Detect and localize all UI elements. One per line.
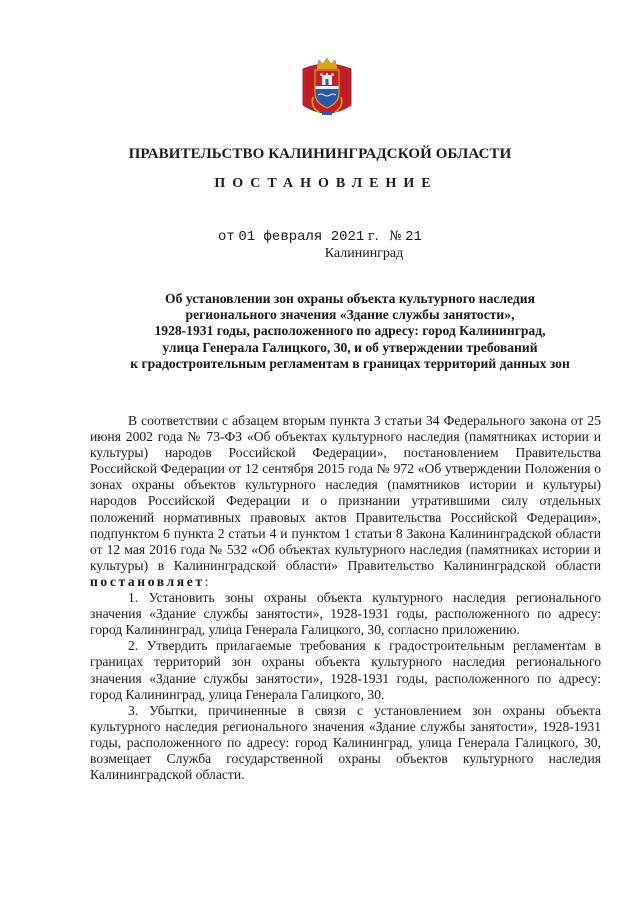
issuing-city: Калининград [324,246,404,261]
preamble-text: В соответствии с абзацем вторым пункта 3 статьи 34 Федерального закона от 25 июня 2002 года № 73-ФЗ «Об объектах культурного наследия (памятниках истории и культуры) народов Российской Федерации», постановлением Правительства Российской Федерации от 12 сентября 2015 года № 972 «Об утверждении Положения о зонах охраны объектов культурного наследия (памятников истории и культуры) народов Российской Федерации и о признании утратившими силу отдельных положений нормативных правовых актов Правительства Российской Федерации», подпунктом 6 пункта 2 статьи 4 и пунктом 1 статьи 8 Закона Калининградской области от 12 мая 2016 года № 532 «Об объектах культурного наследия (памятниках истории и культуры) в Калининградской области» Правительство Калининградской области [90,413,601,573]
decree-body [90,413,601,783]
title-line: Об установлении зон охраны объекта культурного наследия [165,291,535,306]
decree-date: 01 февраля 2021 [238,229,365,245]
kaliningrad-coat-of-arms-icon [300,55,354,121]
number-sign: № [389,229,402,244]
preamble-paragraph [90,413,601,590]
date-from-label: от [218,229,235,245]
resolves-word: постановляет [90,573,205,589]
issuing-authority: ПРАВИТЕЛЬСТВО КАЛИНИНГРАДСКОЙ ОБЛАСТИ [128,146,512,162]
title-line: 1928-1931 годы, расположенного по адресу: город Калининград, [154,323,546,339]
title-line: улица Генерала Галицкого, 30, и об утверждении требований [162,339,538,355]
decree-dateline [218,229,422,245]
decree-type-heading: ПОСТАНОВЛЕНИЕ [214,176,438,191]
decree-number: 21 [405,229,422,245]
decree-item-3: 3. Убытки, причиненные в связи с установлением зон охраны объекта культурного наследия регионального значения «Здание службы занятости», 1928-1931 годы, расположенного по адресу: город Калининград, улица Генерала Галицкого, 30, возмещает Служба государственной охраны объектов культурного наследия Калининградской области. [90,702,601,783]
year-suffix: г. [367,229,379,244]
preamble-colon: : [204,573,209,589]
decree-item-1: 1. Установить зоны охраны объекта культурного наследия регионального значения «Здание службы занятости», 1928-1931 годы, расположенного по адресу: город Калининград, улица Генерала Галицкого, 30, согласно приложению. [90,590,601,638]
decree-item-2: 2. Утвердить прилагаемые требования к градостроительным регламентам в границах территорий зон охраны объекта культурного наследия регионального значения «Здание службы занятости», 1928-1931 годы, расположенного по адресу: город Калининград, улица Генерала Галицкого, 30. [90,638,601,702]
decree-title [90,291,610,372]
title-line: регионального значения «Здание службы занятости», [185,307,515,323]
title-line: к градостроительным регламентам в границах территорий данных зон [130,355,570,371]
